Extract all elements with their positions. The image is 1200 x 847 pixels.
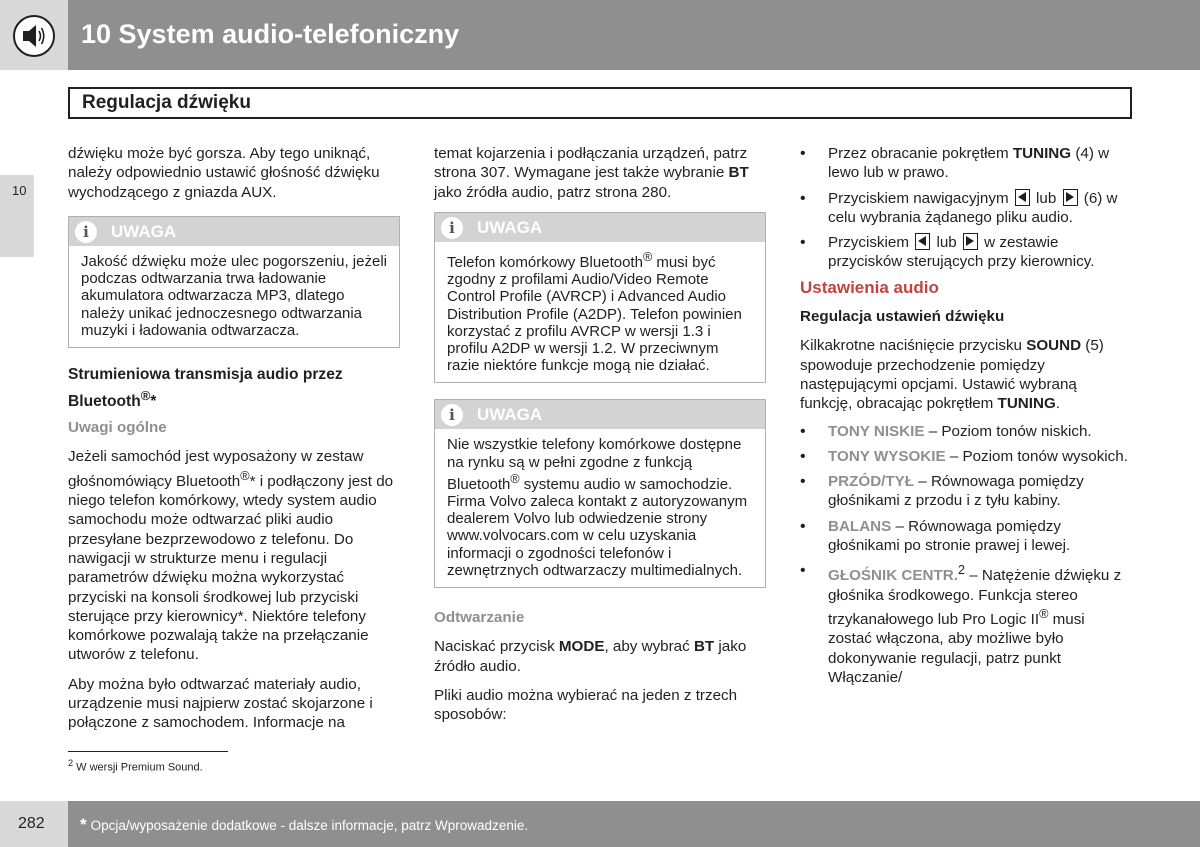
- general-notes-paragraph: Jeżeli samochód jest wyposażony w zestaw głośnomówiący Bluetooth®* i podłączony jest do niego telefon komórkowy, wtedy system audio samochodu może odtwarzać pliki audio przesyłane bezprzewodowo z telefonu. Do nawigacji w strukturze menu i regulacji parametrów dźwięku można wykorzystać przyciski na konsoli środkowej lub przyciski sterujące przy kierownicy*. Niektóre telefony komórkowe pozwalają także na przełączanie utworów z telefonu.: [68, 448, 394, 664]
- list-item: • TONY WYSOKIE – Poziom tonów wysokich.: [800, 447, 1132, 466]
- list-item: • Przez obracanie pokrętłem TUNING (4) w lewo lub w prawo.: [800, 144, 1132, 183]
- warning-header: [435, 400, 765, 429]
- info-icon: i: [441, 404, 463, 426]
- warning-box: [68, 216, 400, 348]
- warning-title: UWAGA: [477, 217, 543, 237]
- footer-note: * Opcja/wyposażenie dodatkowe - dalsze informacje, patrz Wprowadzenie.: [80, 815, 529, 834]
- column-2: [434, 144, 766, 734]
- next-button-icon: [963, 233, 978, 250]
- pairing-paragraph: Aby można było odtwarzać materiały audio, urządzenie musi najpierw zostać skojarzone i połączone z samochodem. Informacje na: [68, 675, 373, 732]
- continued-paragraph: temat kojarzenia i podłączania urządzeń, patrz strona 307. Wymagane jest także wybranie BT jako źródła audio, patrz strona 280.: [434, 145, 749, 201]
- playback-heading: Odtwarzanie: [434, 608, 525, 626]
- warning-title: UWAGA: [111, 221, 177, 241]
- warning-header: [435, 213, 765, 242]
- selection-methods-list: [800, 144, 1132, 272]
- warning-text: Nie wszystkie telefony komórkowe dostępne na rynku są w pełni zgodne z funkcją Bluetooth® systemu audio w samochodzie. Firma Volvo zaleca kontakt z autoryzowanym dealerem Volvo lub odwiedzenie strony www.volvocars.com w celu uzyskania informacji o zgodności telefonów i zewnętrznych odtwarzaczy multimedialnych.: [447, 436, 748, 579]
- audio-settings-heading: Ustawienia audio: [800, 277, 939, 297]
- chapter-title: 10 System audio-telefoniczny: [81, 19, 460, 49]
- bluetooth-streaming-heading: Strumieniowa transmisja audio przez Bluetooth®*: [68, 365, 343, 411]
- section-title: Regulacja dźwięku: [82, 92, 251, 113]
- info-icon: i: [441, 217, 463, 239]
- list-item: • BALANS – Równowaga pomiędzy głośnikami po stronie prawej i lewej.: [800, 517, 1132, 556]
- warning-text: Telefon komórkowy Bluetooth® musi być zgodny z profilami Audio/Video Remote Control Profile (AVRCP) i Advanced Audio Distribution Profile (A2DP). Telefon powinien korzystać z profilu AVRCP w wersji 1.3 i profilu A2DP w wersji 1.2. W przeciwnym razie niektóre funkcje mogą nie działać.: [447, 249, 742, 375]
- footnote-rule: [68, 751, 228, 752]
- speaker-icon: [12, 14, 56, 58]
- intro-paragraph: dźwięku może być gorsza. Aby tego uniknąć, należy odpowiednio ustawić głośność dźwięku wychodzącego z gniazda AUX.: [68, 145, 380, 201]
- page-number: 282: [18, 815, 45, 832]
- list-item: • Przyciskiem lub w zestawie przycisków sterujących przy kierownicy.: [800, 233, 1132, 272]
- column-1: [68, 144, 400, 743]
- sound-options-list: [800, 422, 1132, 688]
- list-item: • PRZÓD/TYŁ – Równowaga pomiędzy głośnikami z przodu i z tyłu kabiny.: [800, 472, 1132, 511]
- warning-box: [434, 399, 766, 588]
- general-notes-heading: Uwagi ogólne: [68, 419, 167, 437]
- list-item: • GŁOŚNIK CENTR.$^2$ – Natężenie dźwięku z głośnika środkowego. Funkcja stereo trzykanałowego lub Pro Logic II® musi zostać włączona, aby możliwe było dokonywanie regulacji, patrz punkt Włączanie/: [800, 561, 1132, 687]
- sound-adjustment-paragraph: Kilkakrotne naciśnięcie przycisku SOUND (5) spowoduje przechodzenie pomiędzy następującymi opcjami. Ustawić wybraną funkcję, obracając pokrętłem TUNING.: [800, 337, 1104, 413]
- info-icon: i: [75, 221, 97, 243]
- warning-header: [69, 217, 399, 246]
- file-selection-paragraph: Pliki audio można wybierać na jeden z trzech sposobów:: [434, 686, 738, 724]
- warning-box: [434, 212, 766, 383]
- chapter-tab-number: 10: [12, 183, 27, 198]
- column-3: [800, 144, 1132, 693]
- section-title-box: [68, 87, 1132, 119]
- footnote: $^2$ W wersji Premium Sound.: [68, 758, 203, 774]
- previous-button-icon: [915, 233, 930, 250]
- list-item: • TONY NISKIE – Poziom tonów niskich.: [800, 422, 1132, 441]
- playback-paragraph: Naciskać przycisk MODE, aby wybrać BT jako źródło audio.: [434, 638, 747, 675]
- list-item: • Przyciskiem nawigacyjnym lub (6) w celu wybrania żądanego pliku audio.: [800, 189, 1132, 228]
- next-button-icon: [1063, 189, 1078, 206]
- warning-title: UWAGA: [477, 405, 543, 425]
- sound-adjustment-heading: Regulacja ustawień dźwięku: [800, 308, 1005, 326]
- previous-button-icon: [1015, 189, 1030, 206]
- warning-text: Jakość dźwięku może ulec pogorszeniu, jeżeli podczas odtwarzania trwa ładowanie akumulatora odtwarzacza MP3, dlatego należy unikać jednoczesnego odtwarzania muzyki i ładowania odtwarzacza.: [81, 252, 387, 339]
